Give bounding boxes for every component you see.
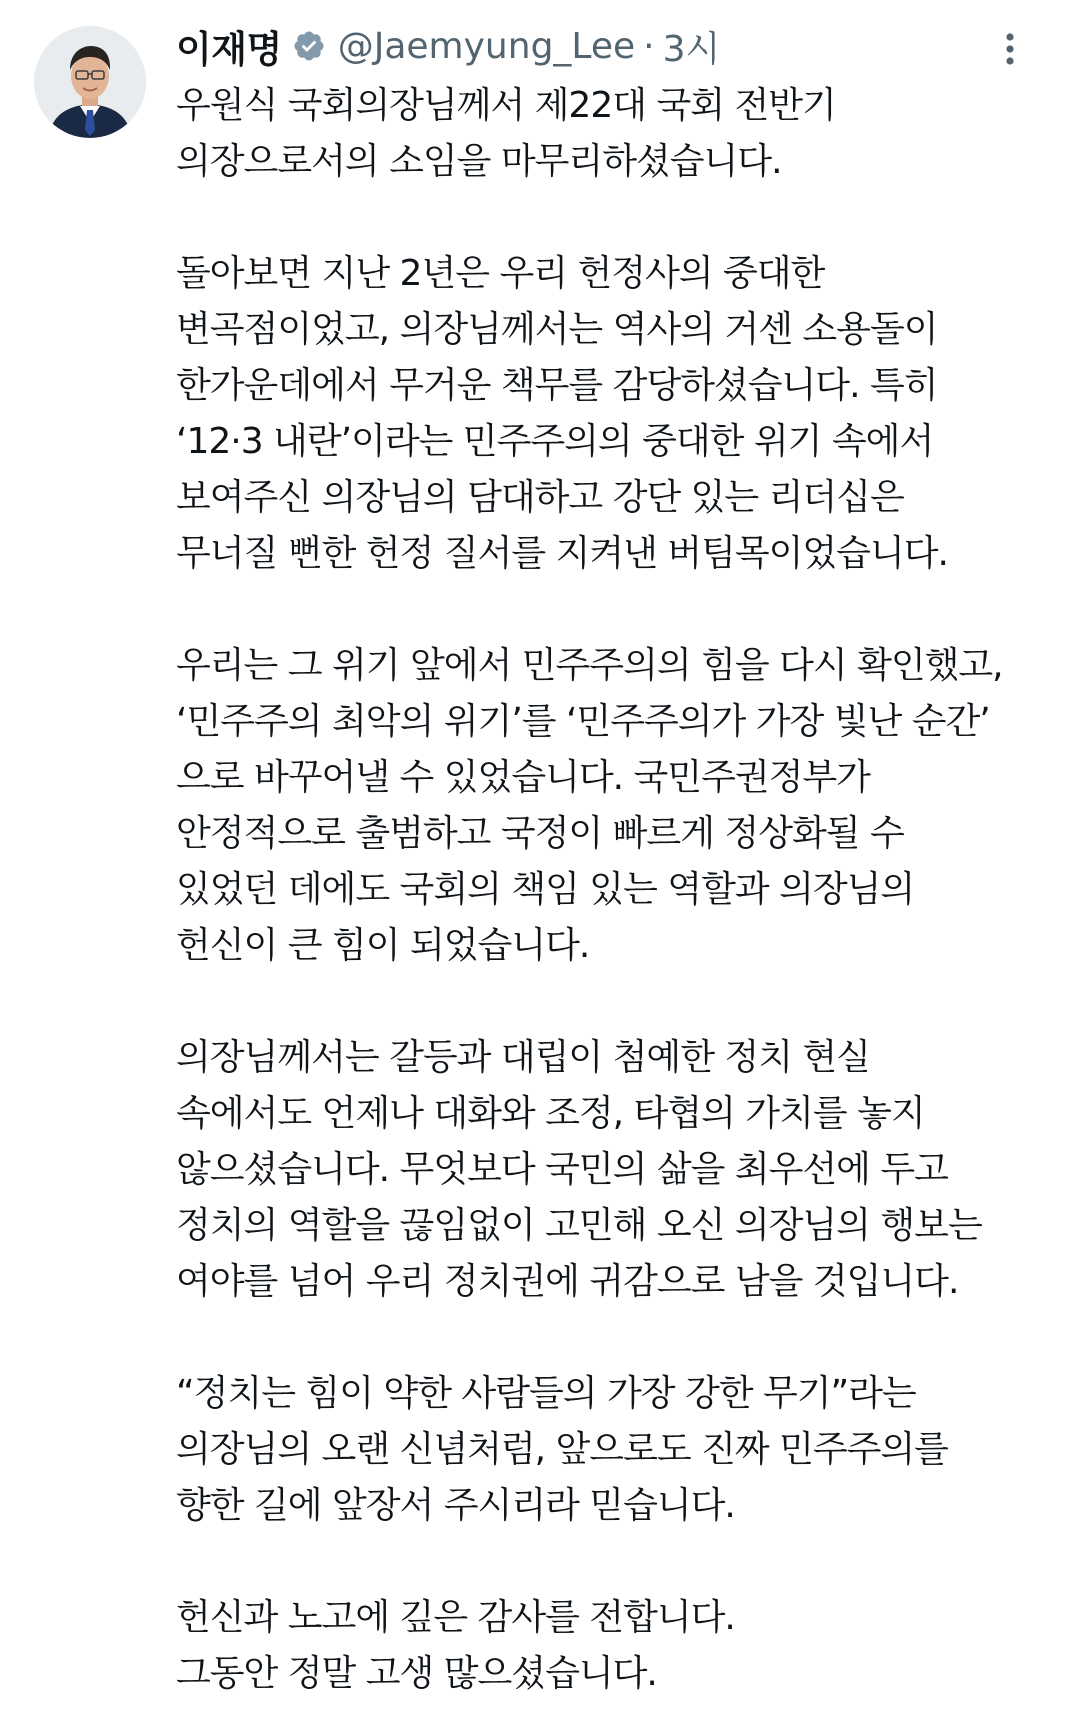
tweet-text-line: 우원식 국회의장님께서 제22대 국회 전반기 (176, 85, 836, 126)
tweet-text-line: 으로 바꾸어낼 수 있었습니다. 국민주권정부가 (176, 757, 870, 798)
tweet-text-line: ‘민주주의 최악의 위기’를 ‘민주주의가 가장 빛난 순간’ (176, 701, 990, 742)
tweet-text-line: 의장님께서는 갈등과 대립이 첨예한 정치 현실 (176, 1037, 870, 1078)
tweet-text-line: 있었던 데에도 국회의 책임 있는 역할과 의장님의 (176, 869, 915, 910)
tweet-text-line: “정치는 힘이 약한 사람들의 가장 강한 무기”라는 (176, 1373, 916, 1414)
tweet-text-line: 의장으로서의 소임을 마무리하셨습니다. (176, 141, 782, 182)
tweet-paragraph (176, 638, 1056, 974)
paragraph-gap (176, 974, 1056, 1030)
tweet-paragraph (176, 1590, 1056, 1702)
tweet-text-line: 향한 길에 앞장서 주시리라 믿습니다. (176, 1485, 735, 1526)
paragraph-gap (176, 582, 1056, 638)
tweet-timestamp[interactable]: 3시 (662, 28, 721, 70)
tweet-text-line: 헌신이 큰 힘이 되었습니다. (176, 925, 590, 966)
verified-badge-icon (292, 29, 326, 63)
more-vertical-icon (1005, 31, 1015, 67)
tweet-text-line: ‘12·3 내란’이라는 민주주의의 중대한 위기 속에서 (176, 421, 934, 462)
tweet-text-line: 한가운데에서 무거운 책무를 감당하셨습니다. 특히 (176, 365, 938, 406)
tweet-text (176, 78, 1056, 1702)
separator-dot: · (643, 25, 655, 67)
paragraph-gap (176, 1534, 1056, 1590)
tweet-text-line: 변곡점이었고, 의장님께서는 역사의 거센 소용돌이 (176, 309, 938, 350)
tweet-text-line: 정치의 역할을 끊임없이 고민해 오신 의장님의 행보는 (176, 1205, 982, 1246)
tweet-text-line: 보여주신 의장님의 담대하고 강단 있는 리더십은 (176, 477, 904, 518)
tweet-text-line: 여야를 넘어 우리 정치권에 귀감으로 남을 것입니다. (176, 1261, 959, 1302)
author-handle[interactable]: @Jaemyung_Lee (337, 25, 636, 67)
tweet-paragraph (176, 78, 1056, 190)
tweet-text-line: 않으셨습니다. 무엇보다 국민의 삶을 최우선에 두고 (176, 1149, 948, 1190)
tweet-text-line: 헌신과 노고에 깊은 감사를 전합니다. (176, 1597, 735, 1638)
author-avatar[interactable] (34, 26, 146, 138)
tweet-text-line: 의장님의 오랜 신념처럼, 앞으로도 진짜 민주주의를 (176, 1429, 948, 1470)
tweet-text-line: 무너질 뻔한 헌정 질서를 지켜낸 버팀목이었습니다. (176, 533, 948, 574)
more-options-button[interactable] (990, 24, 1030, 74)
tweet-header (176, 18, 720, 74)
tweet-text-line: 돌아보면 지난 2년은 우리 헌정사의 중대한 (176, 253, 825, 294)
tweet-text-line: 속에서도 언제나 대화와 조정, 타협의 가치를 놓지 (176, 1093, 925, 1134)
paragraph-gap (176, 1310, 1056, 1366)
tweet-paragraph (176, 1366, 1056, 1534)
tweet-text-line: 그동안 정말 고생 많으셨습니다. (176, 1653, 657, 1694)
avatar-photo-icon (34, 26, 146, 138)
author-name[interactable]: 이재명 (176, 28, 282, 71)
tweet-paragraph (176, 246, 1056, 582)
paragraph-gap (176, 190, 1056, 246)
tweet-paragraph (176, 1030, 1056, 1310)
tweet-text-line: 우리는 그 위기 앞에서 민주주의의 힘을 다시 확인했고, (176, 645, 1003, 686)
tweet-text-line: 안정적으로 출범하고 국정이 빠르게 정상화될 수 (176, 813, 904, 854)
